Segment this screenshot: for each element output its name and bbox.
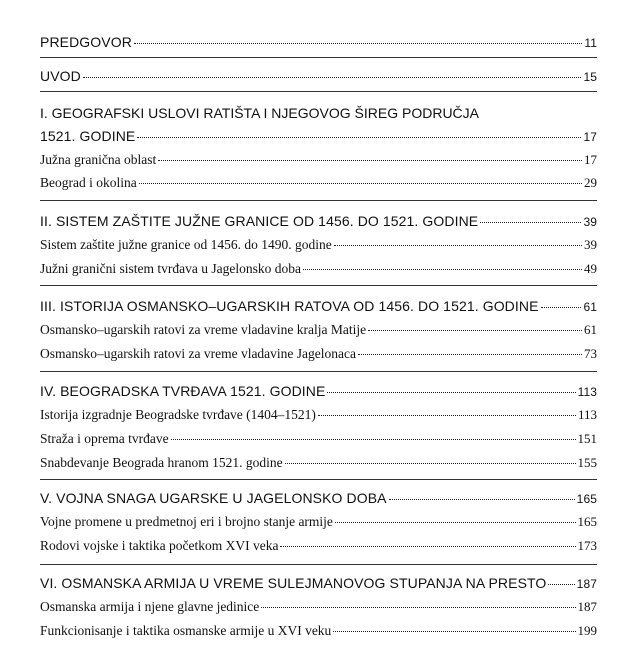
entry-title: Funkcionisanje i taktika osmanske armije u XVI veku (40, 623, 332, 638)
entry-title: V. VOJNA SNAGA UGARSKE U JAGELONSKO DOBA (40, 490, 387, 506)
dot-leader (368, 330, 582, 331)
divider (40, 371, 597, 372)
dot-leader (285, 463, 576, 464)
dot-leader (261, 607, 575, 608)
toc-entry-chapter-2 (40, 213, 597, 229)
entry-title: Osmansko–ugarskih ratovi za vreme vladavine Jagelonaca (40, 346, 357, 361)
dot-leader (333, 631, 575, 632)
entry-page: 11 (584, 36, 597, 50)
entry-title: IV. BEOGRADSKA TVRĐAVA 1521. GODINE (40, 383, 326, 399)
entry-title: Južni granični sistem tvrđava u Jagelonsko doba (40, 261, 301, 276)
entry-page: 49 (584, 261, 597, 276)
entry-title: Beograd i okolina (40, 175, 137, 190)
entry-page: 165 (576, 492, 597, 506)
toc-entry-section (40, 455, 597, 471)
toc-entry-section (40, 407, 597, 423)
toc-entry-chapter-6 (40, 575, 597, 591)
toc-entry-chapter-1 (40, 128, 597, 144)
entry-page: 73 (584, 346, 597, 361)
toc-entry-section (40, 431, 597, 447)
entry-page: 165 (577, 514, 597, 529)
divider (40, 200, 597, 201)
entry-title: Sistem zaštite južne granice od 1456. do 1490. godine (40, 237, 332, 252)
dot-leader (389, 499, 575, 500)
entry-title: Straža i oprema tvrđave (40, 431, 169, 446)
entry-page: 15 (583, 70, 597, 84)
entry-page: 17 (584, 152, 597, 167)
toc-entry-section (40, 538, 597, 554)
toc-entry-uvod (40, 68, 597, 84)
entry-title: PREDGOVOR (40, 34, 132, 50)
entry-title: 1521. GODINE (40, 128, 136, 144)
entry-page: 187 (576, 577, 597, 591)
entry-page: 155 (577, 455, 597, 470)
dot-leader (303, 269, 582, 270)
entry-page: 199 (577, 623, 597, 638)
toc-entry-section (40, 599, 597, 615)
divider (40, 285, 597, 286)
toc-entry-chapter-5 (40, 490, 597, 506)
dot-leader (318, 415, 576, 416)
entry-title: UVOD (40, 68, 81, 84)
toc-entry-section (40, 175, 597, 191)
dot-leader (334, 245, 582, 246)
dot-leader (83, 77, 582, 78)
toc-entry-chapter-4 (40, 383, 597, 399)
entry-page: 29 (584, 175, 597, 190)
entry-page: 39 (583, 215, 597, 229)
entry-page: 113 (577, 407, 597, 422)
dot-leader (358, 354, 582, 355)
toc-entry-section (40, 237, 597, 253)
entry-title: VI. OSMANSKA ARMIJA U VREME SULEJMANOVOG STUPANJA NA PRESTO (40, 575, 547, 591)
toc-entry-predgovor (40, 34, 597, 50)
entry-page: 17 (583, 130, 597, 144)
entry-title: Rodovi vojske i taktika početkom XVI veka (40, 538, 279, 553)
divider (40, 57, 597, 58)
toc-entry-section (40, 152, 597, 168)
entry-page: 187 (577, 599, 597, 614)
entry-title: Istorija izgradnje Beogradske tvrđave (1404–1521) (40, 407, 316, 422)
entry-title: Osmanska armija i njene glavne jedinice (40, 599, 260, 614)
divider (40, 479, 597, 480)
entry-page: 61 (583, 300, 597, 314)
entry-title: Snabdevanje Beograda hranom 1521. godine (40, 455, 283, 470)
dot-leader (541, 307, 582, 308)
divider (40, 91, 597, 92)
entry-title: Osmansko–ugarskih ratovi za vreme vladavine kralja Matije (40, 322, 367, 337)
toc-entry-section (40, 261, 597, 277)
entry-page: 39 (584, 237, 597, 252)
dot-leader (280, 546, 575, 547)
toc-entry-section (40, 322, 597, 338)
dot-leader (480, 222, 581, 223)
toc-entry-section (40, 623, 597, 639)
dot-leader (137, 137, 581, 138)
toc-entry-section (40, 346, 597, 362)
chapter-title-line: I. GEOGRAFSKI USLOVI RATIŠTA I NJEGOVOG ŠIREG PODRUČJA (40, 105, 480, 121)
dot-leader (134, 43, 582, 44)
entry-title: Južna granična oblast (40, 152, 157, 167)
entry-page: 151 (577, 431, 597, 446)
dot-leader (327, 392, 575, 393)
toc-entry-section (40, 514, 597, 530)
dot-leader (171, 439, 576, 440)
divider (40, 564, 597, 565)
toc-entry-chapter-3 (40, 298, 597, 314)
entry-title: III. ISTORIJA OSMANSKO–UGARSKIH RATOVA OD 1456. DO 1521. GODINE (40, 298, 539, 314)
entry-title: II. SISTEM ZAŠTITE JUŽNE GRANICE OD 1456. DO 1521. GODINE (40, 213, 479, 229)
dot-leader (548, 584, 574, 585)
entry-page: 173 (577, 538, 597, 553)
dot-leader (158, 160, 582, 161)
dot-leader (139, 183, 582, 184)
dot-leader (335, 522, 576, 523)
entry-title: Vojne promene u predmetnoj eri i brojno stanje armije (40, 514, 333, 529)
entry-page: 61 (584, 322, 597, 337)
entry-page: 113 (577, 385, 597, 399)
